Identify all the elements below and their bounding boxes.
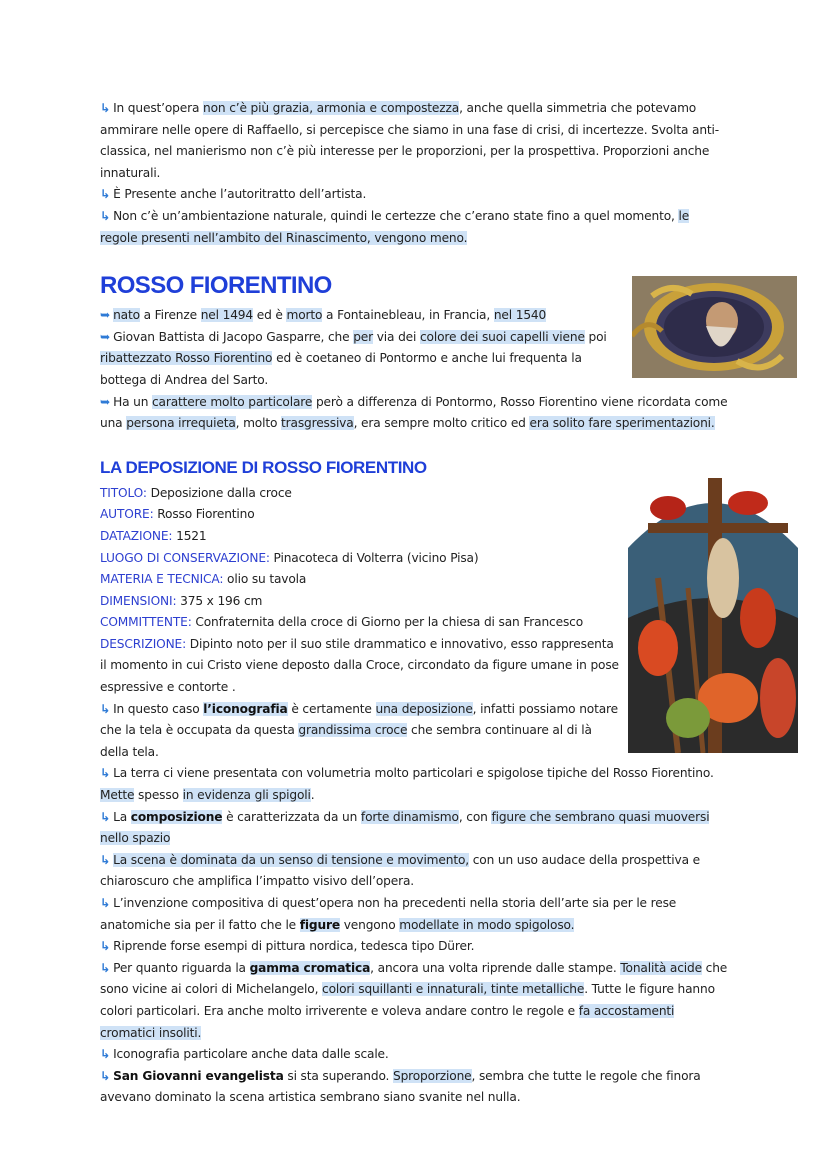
field-luogo: LUOGO DI CONSERVAZIONE: Pinacoteca di Volterra (vicino Pisa) xyxy=(100,550,479,565)
hook-arrow-icon: ↳ xyxy=(100,896,111,910)
note-8: ↳ Iconografia particolare anche data dalle scale. xyxy=(100,1047,389,1062)
note-5: ↳ L’invenzione compositiva di quest’opera non ha precedenti nella storia dell’arte sia per le rese anatomiche sia per il fatto che le figure vengono modellate in modo spigoloso. xyxy=(100,896,677,932)
bio-bullet-1: ➥ nato a Firenze nel 1494 ed è morto a Fontainebleau, in Francia, nel 1540 xyxy=(100,308,547,323)
hook-arrow-icon: ↳ xyxy=(100,960,111,975)
hook-arrow-icon: ↳ xyxy=(100,766,111,781)
field-materia: MATERIA E TECNICA: olio su tavola xyxy=(100,572,307,587)
hook-arrow-icon: ↳ xyxy=(100,1068,111,1083)
rosso-bio xyxy=(100,305,620,391)
intro-paragraph-3: ↳ Non c’è un’ambientazione naturale, quindi le certezze che c’erano state fino a quel momento, le regole presenti nell’ambito del Rinascimento, vengono meno. xyxy=(100,208,690,245)
bio-bullet-2: ➥ Giovan Battista di Jacopo Gasparre, che per via dei colore dei suoi capelli viene poi ribattezzato Rosso Fiorentino ed è coetaneo di Pontormo e anche lui frequenta la bottega di Andrea del Sarto. xyxy=(100,329,607,387)
right-arrow-icon: ➥ xyxy=(100,394,111,409)
field-autore: AUTORE: Rosso Fiorentino xyxy=(100,507,255,522)
right-arrow-icon: ➥ xyxy=(100,308,111,323)
hook-arrow-icon: ↳ xyxy=(100,809,111,824)
intro-paragraph-1: ↳ In quest’opera non c’è più grazia, armonia e compostezza, anche quella simmetria che potevamo ammirare nelle opere di Raffaello, si percepisce che siamo in una fase di crisi, di incertezze. Svolta anti-classica, nel manierismo non c’è più interesse per le proporzioni, per la prospettiva. Proporzioni anche innaturali. xyxy=(100,101,720,180)
field-committente: COMMITTENTE: Confraternita della croce di Giorno per la chiesa di san Francesco xyxy=(100,615,584,630)
right-arrow-icon: ➥ xyxy=(100,329,111,344)
note-7: ↳ Per quanto riguarda la gamma cromatica, ancora una volta riprende dalle stampe. Tonalità acide che sono vicine ai colori di Michelangelo, colori squillanti e innaturali, tinte metalliche. Tutte le figure hanno colori particolari. Era anche molto irriverente e voleva andare contro le regole e fa accostamenti cromatici insoliti. xyxy=(100,960,728,1040)
document-page xyxy=(100,98,730,1109)
deposizione-heading: LA DEPOSIZIONE DI ROSSO FIORENTINO xyxy=(100,457,427,477)
hook-arrow-icon: ↳ xyxy=(100,101,111,115)
field-descrizione: DESCRIZIONE: Dipinto noto per il suo stile drammatico e innovativo, esso rappresenta il momento in cui Cristo viene deposto dalla Croce, circondato da figure umane in pose espressive e contorte . xyxy=(100,636,619,695)
intro-paragraph-2: ↳ È Presente anche l’autoritratto dell’artista. xyxy=(100,187,367,202)
hook-arrow-icon: ↳ xyxy=(100,939,111,954)
bio-bullet-3: ➥ Ha un carattere molto particolare però a differenza di Pontormo, Rosso Fiorentino viene ricordata come una persona irrequieta, molto trasgressiva, era sempre molto critico ed era solito fare sperimentazioni. xyxy=(100,394,728,431)
note-6: ↳ Riprende forse esempi di pittura nordica, tedesca tipo Dürer. xyxy=(100,939,475,954)
artwork-details xyxy=(100,483,620,764)
hook-arrow-icon: ↳ xyxy=(100,701,111,716)
rosso-fiorentino-heading: ROSSO FIORENTINO xyxy=(100,272,332,300)
field-dimensioni: DIMENSIONI: 375 x 196 cm xyxy=(100,593,263,608)
hook-arrow-icon: ↳ xyxy=(100,1047,111,1062)
note-2: ↳ La terra ci viene presentata con volumetria molto particolari e spigolose tipiche del Rosso Fiorentino. Mette spesso in evidenza gli spigoli. xyxy=(100,766,714,803)
field-titolo: TITOLO: Deposizione dalla croce xyxy=(100,485,292,500)
hook-arrow-icon: ↳ xyxy=(100,208,111,223)
field-datazione: DATAZIONE: 1521 xyxy=(100,528,207,543)
hook-arrow-icon: ↳ xyxy=(100,187,111,202)
note-4: ↳ La scena è dominata da un senso di tensione e movimento, con un uso audace della prospettiva e chiaroscuro che amplifica l’impatto visivo dell’opera. xyxy=(100,852,700,889)
note-1: ↳ In questo caso l’iconografia è certamente una deposizione, infatti possiamo notare che la tela è occupata da questa grandissima croce che sembra continuare al di là della tela. xyxy=(100,701,618,759)
hook-arrow-icon: ↳ xyxy=(100,852,111,867)
note-3: ↳ La composizione è caratterizzata da un forte dinamismo, con figure che sembrano quasi muoversi nello spazio xyxy=(100,809,710,846)
note-9: ↳ San Giovanni evangelista si sta superando. Sproporzione, sembra che tutte le regole che finora avevano dominato la scena artistica sembrano siano svanite nel nulla. xyxy=(100,1068,701,1105)
